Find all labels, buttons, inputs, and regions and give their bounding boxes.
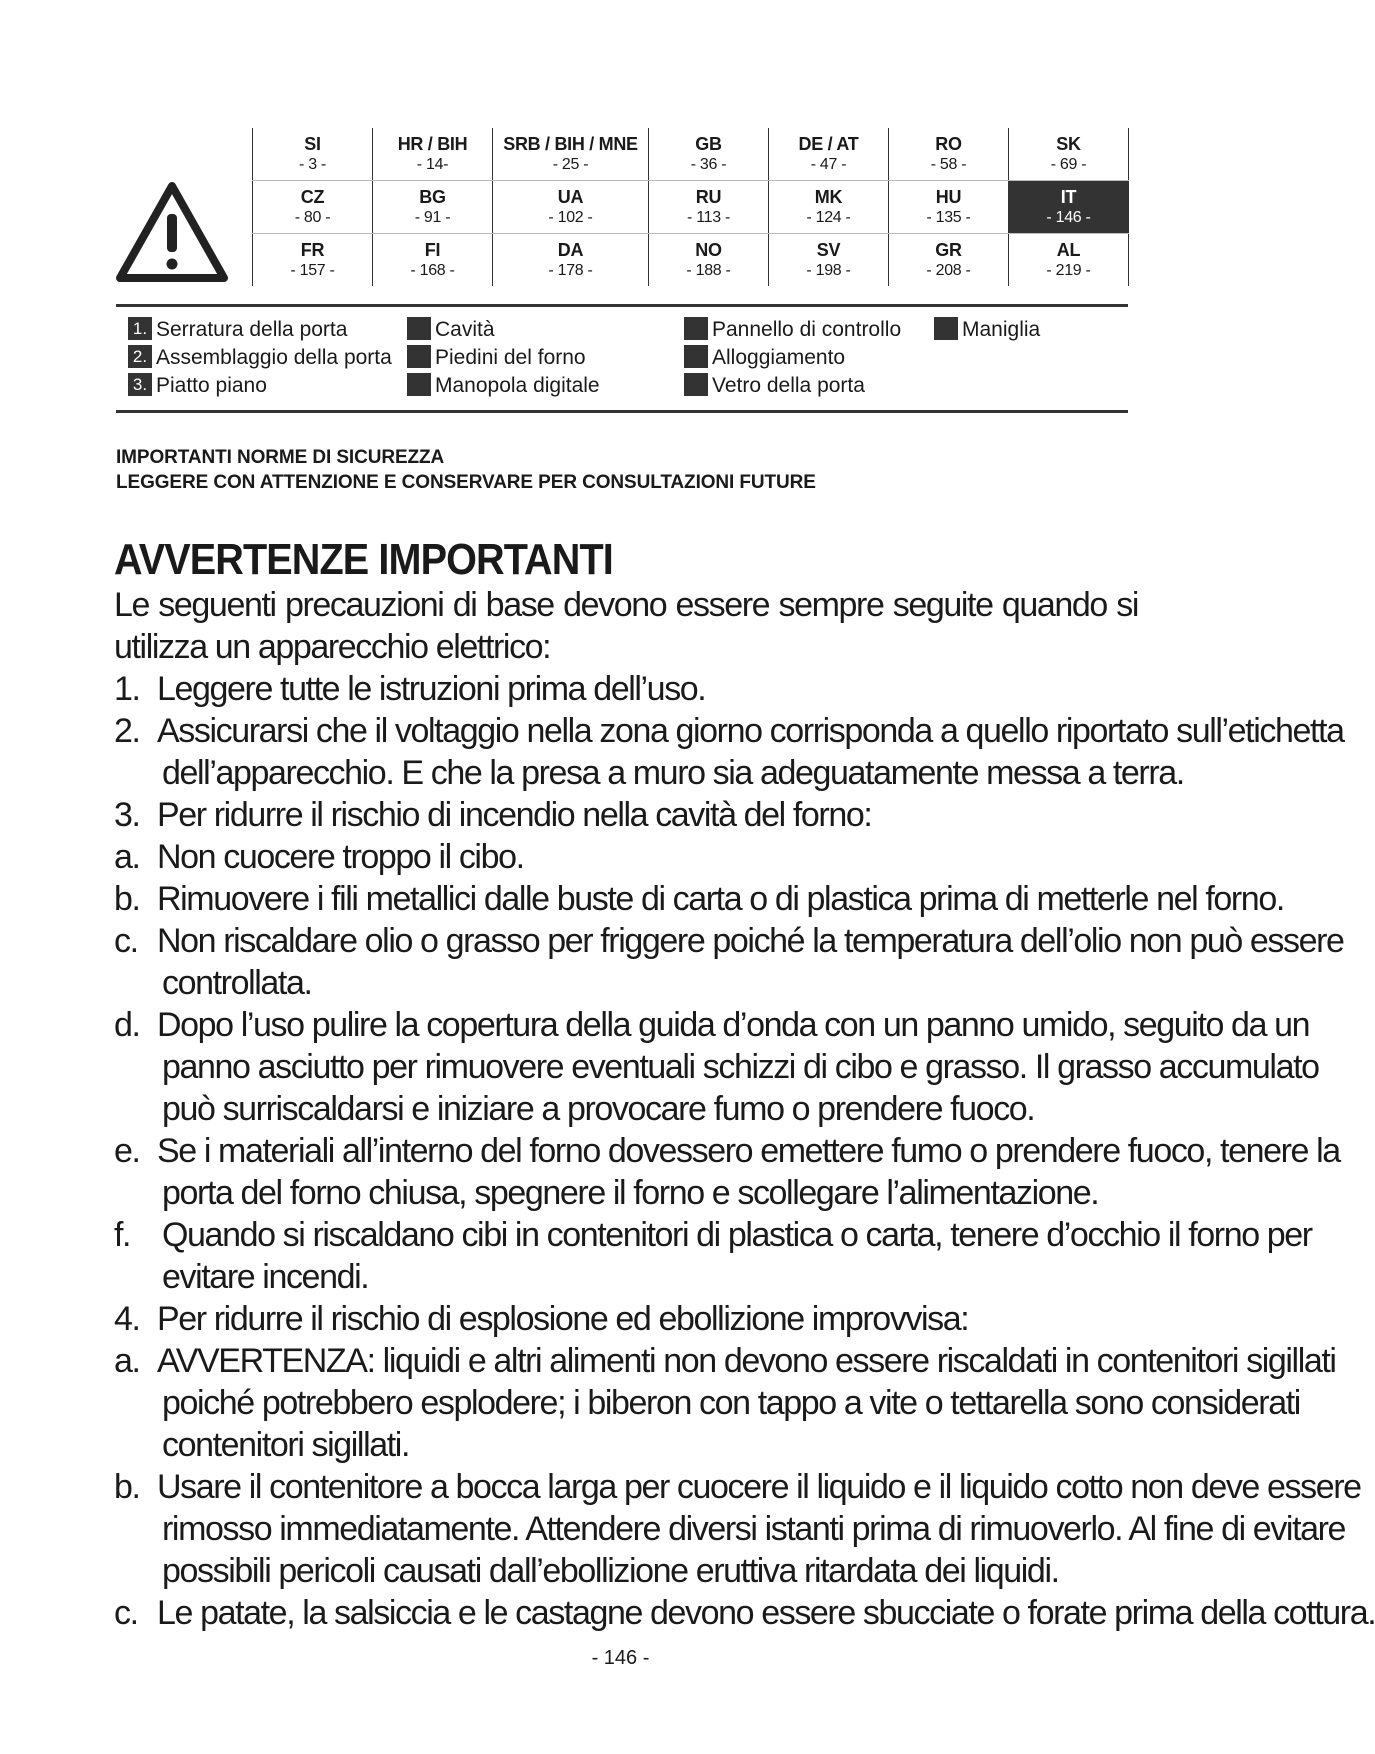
language-cell xyxy=(493,128,649,181)
legend-marker-box xyxy=(684,345,708,368)
legend-marker-box xyxy=(407,345,431,368)
list-item-continuation: può surriscaldarsi e iniziare a provocare fumo o prendere fuoco. xyxy=(162,1090,1035,1128)
language-page: - 36 - xyxy=(690,156,727,174)
language-page: - 113 - xyxy=(687,209,730,227)
language-page: - 47 - xyxy=(810,156,847,174)
language-code: HR / BIH xyxy=(397,133,468,154)
language-cell xyxy=(1009,128,1129,181)
language-page: - 3 - xyxy=(299,156,326,174)
language-cell xyxy=(889,181,1009,234)
list-item-continuation: evitare incendi. xyxy=(162,1258,369,1296)
language-code: CZ xyxy=(300,186,325,207)
language-page: - 157 - xyxy=(290,262,335,280)
legend-item xyxy=(684,318,901,342)
language-page: - 25 - xyxy=(552,156,589,174)
language-page: - 102 - xyxy=(548,209,593,227)
list-item-text: Rimuovere i fili metallici dalle buste di carta o di plastica prima di metterle nel forno. xyxy=(157,880,1284,918)
top-divider xyxy=(116,304,1128,307)
list-item-text: Dopo l’uso pulire la copertura della guida d’onda con un panno umido, seguito da un xyxy=(157,1006,1310,1044)
list-marker: b. xyxy=(114,1468,140,1506)
language-page: - 124 - xyxy=(806,209,851,227)
legend-marker-box xyxy=(684,317,708,340)
list-item-text: Se i materiali all’interno del forno dovessero emettere fumo o prendere fuoco, tenere la xyxy=(157,1132,1340,1170)
language-cell xyxy=(373,181,493,234)
language-page: - 14- xyxy=(416,156,449,174)
warning-triangle-icon xyxy=(114,180,230,284)
language-code: FR xyxy=(300,239,325,260)
components-legend xyxy=(128,318,1128,404)
legend-label: Assemblaggio della porta xyxy=(156,346,392,369)
legend-label: Manopola digitale xyxy=(435,374,600,397)
legend-marker-box xyxy=(934,317,958,340)
safety-subheading: LEGGERE CON ATTENZIONE E CONSERVARE PER CONSULTAZIONI FUTURE xyxy=(116,472,816,493)
list-marker: f. xyxy=(114,1216,131,1254)
legend-item xyxy=(128,318,347,342)
legend-marker-box xyxy=(684,373,708,396)
list-item-text: Usare il contenitore a bocca larga per cuocere il liquido e il liquido cotto non deve essere xyxy=(157,1468,1361,1506)
legend-number-box: 2. xyxy=(128,345,152,368)
legend-label: Alloggiamento xyxy=(712,346,846,369)
list-marker: a. xyxy=(114,1342,140,1380)
language-page: - 208 - xyxy=(926,262,971,280)
language-code: UA xyxy=(557,186,584,207)
list-item-text: Non cuocere troppo il cibo. xyxy=(157,838,524,876)
language-cell xyxy=(253,128,373,181)
language-cell xyxy=(373,234,493,287)
list-item-text: Per ridurre il rischio di incendio nella cavità del forno: xyxy=(157,796,872,834)
safety-heading: IMPORTANTI NORME DI SICUREZZA xyxy=(116,447,445,468)
list-item-continuation: controllata. xyxy=(162,964,312,1002)
language-code: DA xyxy=(557,239,584,260)
language-code: NO xyxy=(695,239,722,260)
list-marker: a. xyxy=(114,838,140,876)
language-page: - 146 - xyxy=(1046,209,1091,227)
language-page: - 219 - xyxy=(1046,262,1091,280)
legend-item xyxy=(684,374,865,398)
list-item-continuation: porta del forno chiusa, spegnere il forno e scollegare l’alimentazione. xyxy=(162,1174,1099,1212)
legend-item xyxy=(934,318,1040,342)
language-cell xyxy=(889,128,1009,181)
page-title: AVVERTENZE IMPORTANTI xyxy=(114,535,613,584)
list-marker: e. xyxy=(114,1132,140,1170)
list-item-text: Quando si riscaldano cibi in contenitori di plastica o carta, tenere d’occhio il forno per xyxy=(162,1216,1312,1254)
list-marker: 3. xyxy=(114,796,140,834)
list-marker: d. xyxy=(114,1006,140,1044)
language-cell xyxy=(1009,234,1129,287)
language-page: - 69 - xyxy=(1050,156,1087,174)
language-code: HU xyxy=(935,186,962,207)
language-code: SI xyxy=(304,133,321,154)
language-cell xyxy=(493,181,649,234)
legend-number-box: 3. xyxy=(128,373,152,396)
list-item-text: Non riscaldare olio o grasso per friggere poiché la temperatura dell’olio non può essere xyxy=(157,922,1344,960)
legend-item xyxy=(128,374,267,398)
language-code: SK xyxy=(1056,133,1081,154)
legend-label: Piatto piano xyxy=(156,374,267,397)
legend-marker-box xyxy=(407,373,431,396)
language-page: - 178 - xyxy=(548,262,593,280)
language-code: DE / AT xyxy=(798,133,859,154)
language-row xyxy=(253,234,1129,287)
legend-item xyxy=(684,346,845,370)
language-cell xyxy=(493,234,649,287)
language-cell xyxy=(373,128,493,181)
legend-label: Maniglia xyxy=(962,318,1041,341)
list-marker: c. xyxy=(114,1594,138,1632)
list-marker: b. xyxy=(114,880,140,918)
legend-number-box: 1. xyxy=(128,317,152,340)
legend-item xyxy=(128,346,392,370)
bottom-divider xyxy=(116,410,1128,413)
list-item-continuation: rimosso immediatamente. Attendere diversi istanti prima di rimuoverlo. Al fine di evitare xyxy=(162,1510,1346,1548)
language-cell xyxy=(253,181,373,234)
legend-marker-box xyxy=(407,317,431,340)
language-code: BG xyxy=(419,186,446,207)
language-page: - 188 - xyxy=(686,262,731,280)
language-cell xyxy=(769,128,889,181)
language-cell xyxy=(649,181,769,234)
language-code: MK xyxy=(814,186,843,207)
legend-label: Piedini del forno xyxy=(435,346,586,369)
list-marker: 1. xyxy=(114,670,140,708)
language-cell xyxy=(769,181,889,234)
language-page: - 198 - xyxy=(806,262,851,280)
language-cell xyxy=(889,234,1009,287)
list-item-text: Per ridurre il rischio di esplosione ed ebollizione improvvisa: xyxy=(157,1300,969,1338)
language-code: SV xyxy=(816,239,841,260)
language-code: GR xyxy=(935,239,962,260)
language-code: RO xyxy=(935,133,962,154)
language-code: AL xyxy=(1056,239,1081,260)
language-page: - 168 - xyxy=(410,262,455,280)
list-item-continuation: panno asciutto per rimuovere eventuali schizzi di cibo e grasso. Il grasso accumulato xyxy=(162,1048,1319,1086)
language-code: SRB / BIH / MNE xyxy=(503,133,638,154)
language-code: IT xyxy=(1060,186,1077,207)
language-page: - 58 - xyxy=(930,156,967,174)
legend-item xyxy=(407,374,600,398)
legend-item xyxy=(407,318,495,342)
list-item-continuation: possibili pericoli causati dall’ebollizione eruttiva ritardata dei liquidi. xyxy=(162,1552,1059,1590)
list-item-text: AVVERTENZA: liquidi e altri alimenti non devono essere riscaldati in contenitori sigillati xyxy=(157,1342,1336,1380)
language-code: GB xyxy=(695,133,722,154)
legend-label: Pannello di controllo xyxy=(712,318,902,341)
legend-label: Vetro della porta xyxy=(712,374,865,397)
page-number: - 146 - xyxy=(591,1647,650,1669)
language-page: - 135 - xyxy=(926,209,971,227)
language-cell xyxy=(649,128,769,181)
language-cell xyxy=(253,234,373,287)
list-item-text: Le patate, la salsiccia e le castagne devono essere sbucciate o forate prima della cottura. xyxy=(157,1594,1375,1632)
intro-paragraph: Le seguenti precauzioni di base devono essere sempre seguite quando si utilizza un apparecchio elettrico: xyxy=(114,586,1138,666)
language-code: RU xyxy=(695,186,722,207)
list-marker: 2. xyxy=(114,712,140,750)
language-page: - 91 - xyxy=(414,209,451,227)
list-item-continuation: contenitori sigillati. xyxy=(162,1426,409,1464)
legend-item xyxy=(407,346,586,370)
list-marker: 4. xyxy=(114,1300,140,1338)
language-cell xyxy=(1009,181,1129,234)
language-cell xyxy=(649,234,769,287)
list-marker: c. xyxy=(114,922,138,960)
list-item-text: Leggere tutte le istruzioni prima dell’uso. xyxy=(157,670,706,708)
language-row xyxy=(253,128,1129,181)
legend-label: Cavità xyxy=(435,318,495,341)
legend-label: Serratura della porta xyxy=(156,318,348,341)
language-code: FI xyxy=(424,239,441,260)
language-page: - 80 - xyxy=(294,209,331,227)
list-item-text: Assicurarsi che il voltaggio nella zona giorno corrisponda a quello riportato sull’etichetta xyxy=(157,712,1344,750)
language-row xyxy=(253,181,1129,234)
list-item-continuation: dell’apparecchio. E che la presa a muro sia adeguatamente messa a terra. xyxy=(162,754,1184,792)
list-item-continuation: poiché potrebbero esplodere; i biberon con tappo a vite o tettarella sono considerati xyxy=(162,1384,1300,1422)
language-index-table xyxy=(252,128,1129,286)
language-cell xyxy=(769,234,889,287)
